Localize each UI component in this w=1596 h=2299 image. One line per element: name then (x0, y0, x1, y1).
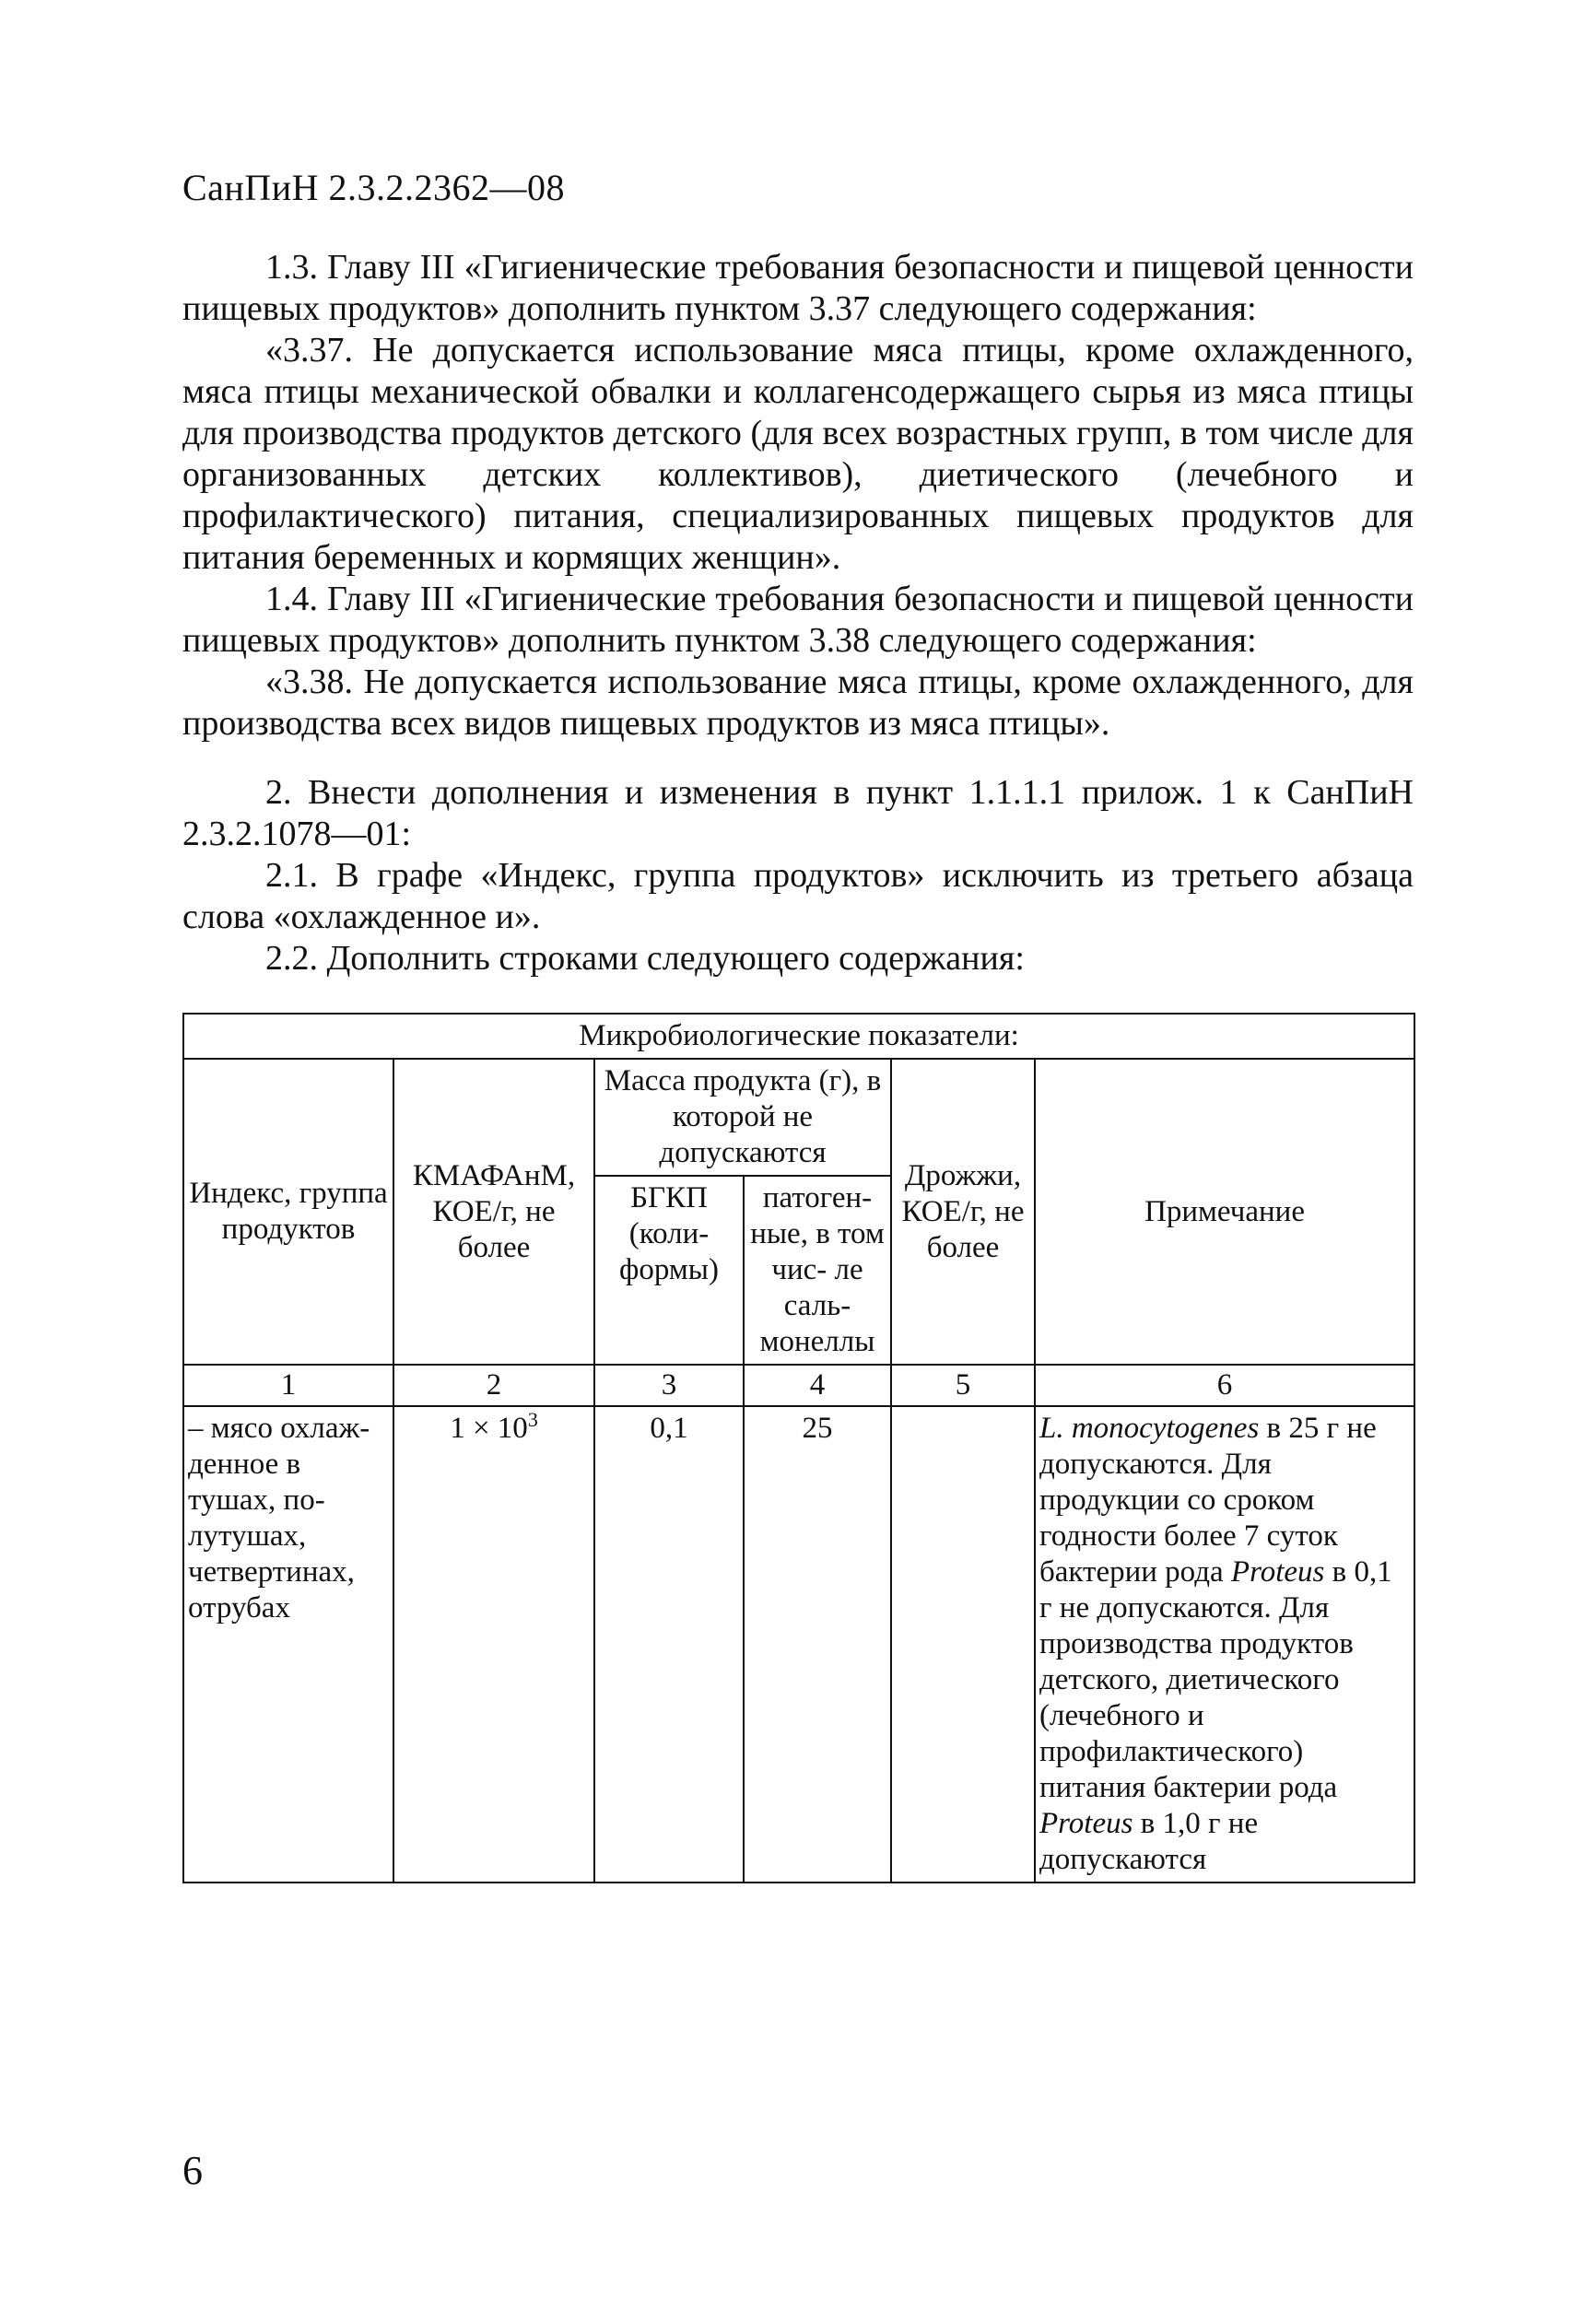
page-number: 6 (182, 2148, 203, 2193)
paragraph-3-38: «3.38. Не допускается использование мяса птицы, кроме охлажденного, для производства всех видов пищевых продуктов из мяса птицы». (182, 663, 1414, 743)
header-bgkp: БГКП (коли- формы) (594, 1176, 744, 1365)
cell-note (1035, 1406, 1414, 1883)
paragraph-2-1: 2.1. В графе «Индекс, группа продуктов» исключить из третьего абзаца слова «охлажденное и». (182, 856, 1414, 936)
kmafanm-base: 1 × 10 (450, 1412, 528, 1445)
column-number: 1 (183, 1365, 393, 1406)
paragraph-3-37: «3.37. Не допускается использование мяса птицы, кроме охлажденного, мяса птицы механической обвалки и коллагенсодержащего сырья из мяса птицы для производства продуктов детского (для всех возрастных групп, в том числе для организованных детских коллективов), диетического (лечебного и профилактического) питания, специализированных пищевых продуктов для питания беременных и кормящих женщин». (182, 331, 1414, 577)
column-number: 3 (594, 1365, 744, 1406)
kmafanm-exponent: 3 (527, 1408, 538, 1431)
note-organism-1: L. monocytogenes (1039, 1412, 1260, 1445)
note-text-3: в 1,0 г не допускаются (1039, 1807, 1259, 1876)
note-text-2: в 0,1 г не допускаются. Для производства продуктов детского, диетического (лечебного и профилактического) питания бактерии рода (1039, 1555, 1392, 1804)
header-index-group: Индекс, группа продуктов (183, 1059, 393, 1365)
paragraph-1-3: 1.3. Главу III «Гигиенические требования безопасности и пищевой ценности пищевых продуктов» дополнить пунктом 3.37 следующего содержания: (182, 248, 1414, 328)
column-number: 5 (891, 1365, 1035, 1406)
cell-pathogenic: 25 (744, 1406, 891, 1883)
column-number: 6 (1035, 1365, 1414, 1406)
document-code: СанПиН 2.3.2.2362—08 (182, 167, 566, 208)
cell-kmafanm (393, 1406, 594, 1883)
column-number: 4 (744, 1365, 891, 1406)
note-text-1: в 25 г не допускаются. Для продукции со сроком годности более 7 суток бактерии рода (1039, 1412, 1377, 1589)
cell-index-group: – мясо охлаж- денное в тушах, по- лутушах, четвертинах, отрубах (183, 1406, 393, 1883)
header-yeast: Дрожжи, КОЕ/г, не более (891, 1059, 1035, 1365)
header-mass-group: Масса продукта (г), в которой не допускаются (594, 1059, 891, 1176)
cell-yeast (891, 1406, 1035, 1883)
cell-bgkp: 0,1 (594, 1406, 744, 1883)
note-organism-2: Proteus (1230, 1555, 1325, 1589)
microbiology-table (182, 1013, 1415, 1883)
note-organism-3: Proteus (1039, 1807, 1133, 1840)
header-pathogenic: патоген- ные, в том чис- ле саль- монеллы (744, 1176, 891, 1365)
paragraph-2: 2. Внести дополнения и изменения в пункт 1.1.1.1 прилож. 1 к СанПиН 2.3.2.1078—01: (182, 773, 1414, 853)
table-title: Микробиологические показатели: (183, 1014, 1414, 1059)
header-note: Примечание (1035, 1059, 1414, 1365)
paragraph-2-2: 2.2. Дополнить строками следующего содержания: (265, 939, 1025, 978)
table-row (183, 1406, 1414, 1883)
header-kmafanm: КМАФАнМ, КОЕ/г, не более (393, 1059, 594, 1365)
document-page (182, 166, 1414, 1883)
column-numbers-row (183, 1365, 1414, 1406)
spacer (182, 745, 1414, 772)
column-number: 2 (393, 1365, 594, 1406)
paragraph-1-4: 1.4. Главу III «Гигиенические требования безопасности и пищевой ценности пищевых продуктов» дополнить пунктом 3.38 следующего содержания: (182, 580, 1414, 660)
